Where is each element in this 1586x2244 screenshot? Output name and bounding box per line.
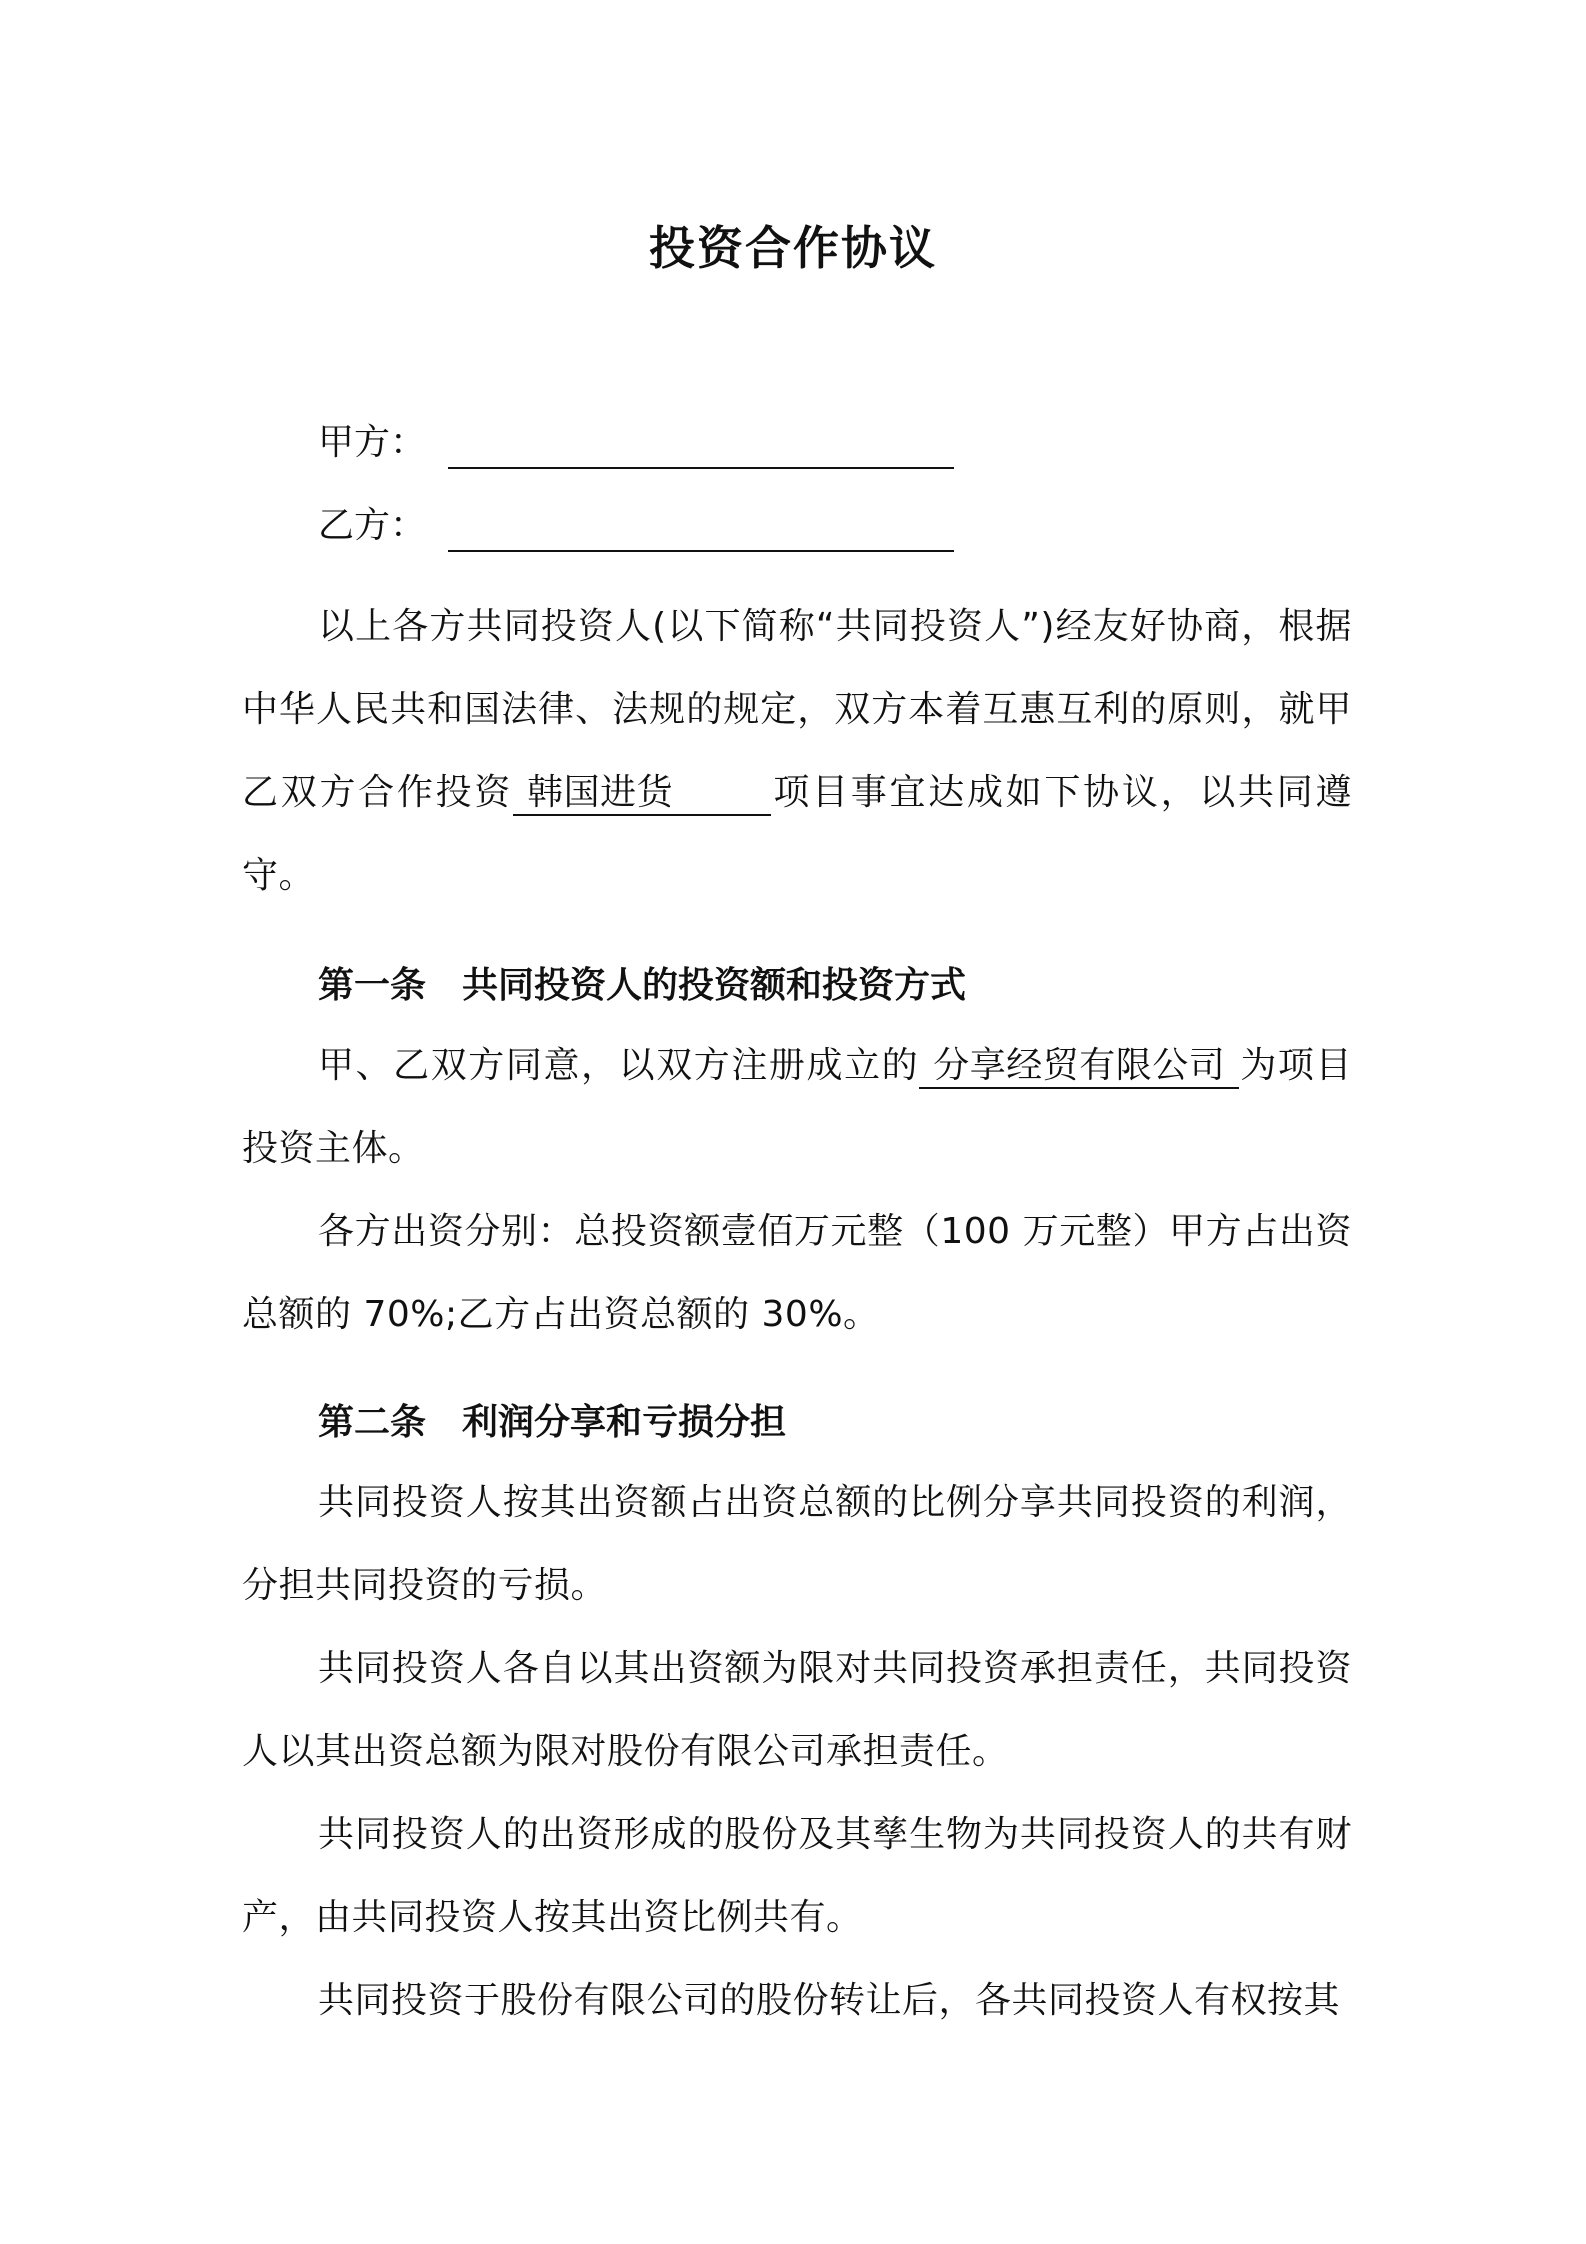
company-name-field: 分享经贸有限公司 <box>919 1045 1239 1089</box>
party-a-label: 甲方： <box>318 422 427 463</box>
intro-text-2: 项目事宜达成如下协议，以共同遵守。 <box>242 772 1352 896</box>
party-a-blank <box>448 431 954 469</box>
article-2-paragraph-2: 共同投资人各自以其出资额为限对共同投资承担责任，共同投资人以其出资总额为限对股份有限公司承担责任。 <box>242 1648 1352 1772</box>
article-2-paragraph-4: 共同投资于股份有限公司的股份转让后，各共同投资人有权按其 <box>318 1980 1341 2021</box>
article-1-p1-text-1: 甲、乙双方同意，以双方注册成立的 <box>318 1045 920 1086</box>
article-1-title: 共同投资人的投资额和投资方式 <box>462 965 967 1006</box>
article-1-paragraph-2: 各方出资分别：总投资额壹佰万元整（100 万元整）甲方占出资总额的 70%;乙方占出资总额的 30%。 <box>242 1211 1352 1335</box>
article-2-paragraph-3: 共同投资人的出资形成的股份及其孳生物为共同投资人的共有财产，由共同投资人按其出资比例共有。 <box>242 1814 1352 1938</box>
intro-text-1: 以上各方共同投资人(以下简称“共同投资人”)经友好协商，根据中华人民共和国法律、法规的规定，双方本着互惠互利的原则，就甲乙双方合作投资 <box>242 606 1352 813</box>
article-1-p1-text-2: 为项目投资主体。 <box>242 1045 1352 1169</box>
article-1-number: 第一条 <box>318 965 427 1006</box>
party-b-line <box>318 497 954 548</box>
party-b-label: 乙方： <box>318 505 427 546</box>
document-title: 投资合作协议 <box>649 221 937 275</box>
article-2-paragraph-1: 共同投资人按其出资额占出资总额的比例分享共同投资的利润，分担共同投资的亏损。 <box>242 1482 1352 1606</box>
article-1-paragraph-1 <box>242 1024 1352 1190</box>
article-2-number: 第二条 <box>318 1402 427 1443</box>
article-2-title: 利润分享和亏损分担 <box>462 1402 787 1443</box>
party-b-blank <box>448 514 954 552</box>
article-1-heading <box>318 957 966 1008</box>
party-a-line <box>318 414 954 465</box>
article-2-heading <box>318 1394 786 1445</box>
intro-paragraph <box>242 585 1352 917</box>
project-name-field: 韩国进货 <box>513 772 771 816</box>
